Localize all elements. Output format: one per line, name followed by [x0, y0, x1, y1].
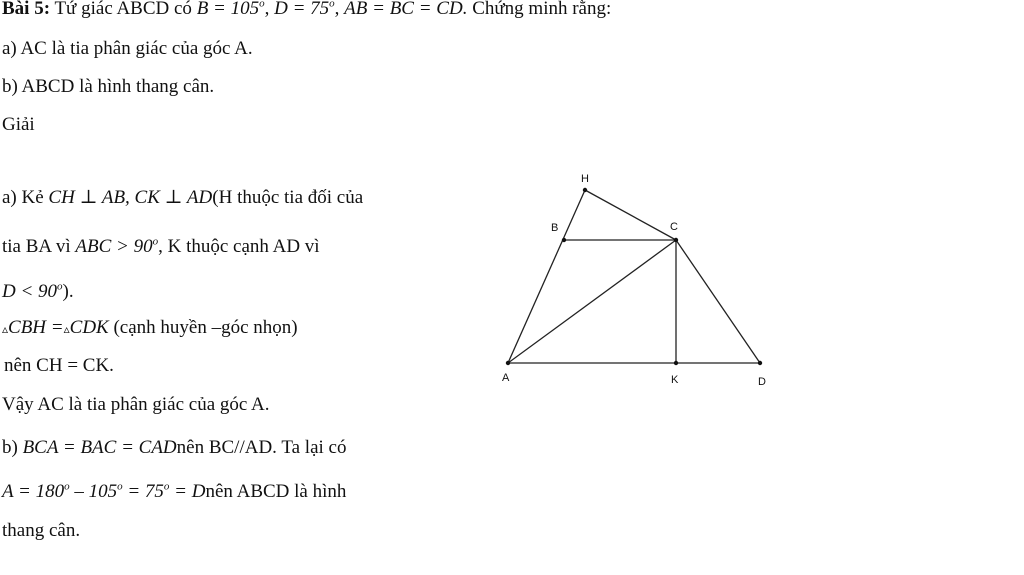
angle-b-condition: $B = 105^o$ — [196, 0, 265, 19]
point-b — [562, 238, 566, 242]
triangle-symbol: ▵ — [63, 322, 70, 336]
point-k — [674, 361, 678, 365]
angle-a-math: $A = 180^o - 105^o = 75^o = D$ — [2, 480, 206, 502]
solution-line-8: $A = 180^o - 105^o = 75^o$ = Dnên ABCD là hình — [2, 480, 347, 502]
label-d: D — [758, 376, 766, 388]
segment-ah — [508, 190, 585, 363]
point-h — [583, 188, 587, 192]
solution-line-3: $D < 90^o$). — [2, 280, 74, 302]
sides-condition: AB = BC = CD. — [344, 0, 468, 19]
problem-intro: Tứ giác ABCD có — [54, 0, 192, 19]
segment-cd — [676, 240, 760, 363]
solution-line-5: nên CH = CK. — [4, 355, 114, 376]
solution-line-6: Vậy AC là tia phân giác của góc A. — [2, 394, 270, 415]
segment-ac — [508, 240, 676, 363]
problem-statement: Bài 5: Tứ giác ABCD có $B = 105^o$, $D = 75^o$, AB = BC = CD. Chứng minh rằng: — [2, 0, 612, 19]
triangle-symbol: ▵ — [2, 322, 9, 336]
label-h: H — [581, 173, 589, 185]
solution-line-9: thang cân. — [2, 520, 81, 541]
perpendicular-math: CH ⊥ AB, CK ⊥ AD — [48, 187, 213, 208]
solution-line-7: b) BCA = BAC = CADnên BC//AD. Ta lại có — [2, 437, 347, 458]
segment-hc — [585, 190, 676, 240]
label-b: B — [551, 222, 559, 234]
point-a — [506, 361, 510, 365]
angle-abc-math: ABC > $90^o$ — [75, 235, 159, 257]
solution-line-1: a) Kẻ CH ⊥ AB, CK ⊥ AD(H thuộc tia đối của — [2, 187, 364, 208]
prove-text: Chứng minh rằng: — [472, 0, 612, 19]
solution-line-2: tia BA vì ABC > $90^o$, K thuộc cạnh AD vì — [2, 235, 320, 257]
angle-d-condition: $D = 75^o$ — [274, 0, 335, 19]
trapezoid-figure — [490, 165, 780, 395]
part-a: a) AC là tia phân giác của góc A. — [2, 38, 253, 59]
part-b: b) ABCD là hình thang cân. — [2, 76, 215, 97]
angle-equality-math: BCA = BAC = CAD — [22, 437, 177, 458]
solution-line-4: ▵CBH =▵CDK (cạnh huyền –góc nhọn) — [2, 317, 298, 338]
solution-heading: Giải — [2, 114, 35, 135]
point-c — [674, 238, 678, 242]
label-a: A — [502, 372, 510, 384]
label-c: C — [670, 221, 678, 233]
problem-number: Bài 5: — [2, 0, 51, 19]
label-k: K — [671, 374, 679, 386]
point-d — [758, 361, 762, 365]
angle-d-math: $D < 90^o$ — [2, 280, 63, 302]
